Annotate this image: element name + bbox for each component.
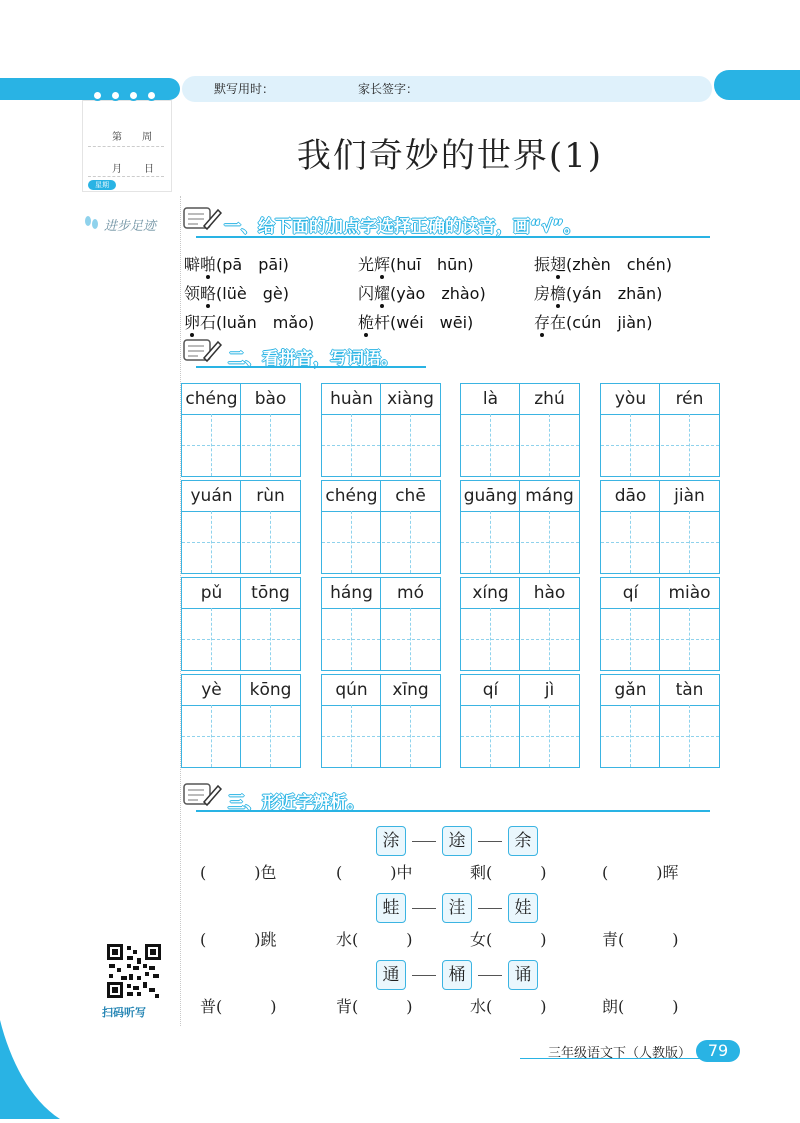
week-prefix: 第 bbox=[112, 132, 122, 143]
pinyin-row bbox=[461, 481, 579, 512]
fill-blank[interactable]: ( )色 bbox=[200, 863, 277, 882]
word-box[interactable] bbox=[600, 577, 720, 671]
grid-guide bbox=[270, 705, 271, 767]
word-box[interactable] bbox=[181, 674, 301, 768]
grid-divider bbox=[519, 481, 520, 573]
grid-divider bbox=[519, 675, 520, 767]
fill-blank[interactable]: 青( ) bbox=[602, 930, 679, 949]
pronunciation-item bbox=[358, 310, 473, 333]
grid-guide bbox=[182, 736, 300, 737]
grid-divider bbox=[659, 675, 660, 767]
pinyin-options[interactable]: (yán zhān) bbox=[566, 284, 663, 303]
pinyin-row bbox=[601, 481, 719, 512]
ring-icon bbox=[128, 90, 139, 101]
grid-guide bbox=[549, 414, 550, 476]
grid-divider bbox=[240, 384, 241, 476]
pinyin-text: xiàng bbox=[387, 389, 434, 409]
grid-divider bbox=[380, 578, 381, 670]
pinyin-text: tàn bbox=[675, 680, 704, 700]
grid-guide bbox=[322, 639, 440, 640]
section3-title: 三、形近字辨析。 bbox=[228, 793, 364, 813]
grid-guide bbox=[270, 511, 271, 573]
grid-guide bbox=[490, 705, 491, 767]
pinyin-options[interactable]: (pā pāi) bbox=[216, 255, 289, 274]
grid-guide bbox=[549, 608, 550, 670]
connector-dash bbox=[412, 908, 436, 909]
pinyin-text: mó bbox=[397, 583, 424, 603]
grid-guide bbox=[689, 608, 690, 670]
grid-guide bbox=[270, 414, 271, 476]
pinyin-text: pǔ bbox=[200, 583, 223, 603]
pronunciation-item bbox=[358, 252, 474, 275]
day-label: 日 bbox=[144, 164, 154, 175]
grid-guide bbox=[630, 705, 631, 767]
character-box: 娃 bbox=[508, 893, 538, 923]
grid-divider bbox=[240, 578, 241, 670]
pinyin-text: huàn bbox=[330, 389, 373, 409]
grid-guide bbox=[211, 511, 212, 573]
pinyin-text: miào bbox=[668, 583, 711, 603]
character-box: 涂 bbox=[376, 826, 406, 856]
pinyin-options[interactable]: (cún jiàn) bbox=[566, 313, 653, 332]
grid-guide bbox=[689, 414, 690, 476]
pinyin-text: qí bbox=[482, 680, 499, 700]
grid-guide bbox=[351, 608, 352, 670]
divider bbox=[88, 176, 164, 177]
grid-guide bbox=[322, 542, 440, 543]
dotted-char: 辉 bbox=[374, 255, 391, 274]
footprint-icon bbox=[84, 213, 100, 235]
month-label: 月 bbox=[112, 164, 122, 175]
connector-dash bbox=[412, 975, 436, 976]
pinyin-text: guāng bbox=[463, 486, 518, 506]
grid-guide bbox=[410, 608, 411, 670]
grid-divider bbox=[380, 481, 381, 573]
grid-guide bbox=[549, 511, 550, 573]
word-char: 杆 bbox=[374, 313, 391, 332]
pronunciation-item bbox=[358, 281, 486, 304]
pinyin-text: yòu bbox=[614, 389, 647, 409]
header-bar-right bbox=[714, 70, 800, 100]
pronunciation-item bbox=[184, 252, 289, 275]
grid-guide bbox=[410, 705, 411, 767]
pinyin-text: bào bbox=[254, 389, 287, 409]
character-box: 桶 bbox=[442, 960, 472, 990]
word-box[interactable] bbox=[181, 577, 301, 671]
grid-guide bbox=[322, 736, 440, 737]
character-group bbox=[376, 893, 538, 923]
pinyin-row bbox=[461, 675, 579, 706]
pencil-icon bbox=[182, 204, 222, 234]
dotted-char: 卵 bbox=[184, 313, 201, 332]
word-box[interactable] bbox=[600, 480, 720, 574]
word-char: 在 bbox=[550, 313, 567, 332]
pinyin-options[interactable]: (wéi wēi) bbox=[390, 313, 474, 332]
section1-title: 一、给下面的加点字选择正确的读音，画“√”。 bbox=[224, 217, 581, 237]
grid-guide bbox=[601, 542, 719, 543]
connector-dash bbox=[478, 975, 502, 976]
character-box: 通 bbox=[376, 960, 406, 990]
pinyin-row bbox=[182, 481, 300, 512]
pinyin-row bbox=[182, 384, 300, 415]
grid-guide bbox=[461, 639, 579, 640]
pinyin-text: chē bbox=[395, 486, 426, 506]
fill-blank[interactable]: ( )中 bbox=[336, 863, 413, 882]
divider bbox=[88, 146, 164, 147]
character-box: 诵 bbox=[508, 960, 538, 990]
grid-guide bbox=[630, 608, 631, 670]
pinyin-row bbox=[182, 675, 300, 706]
word-char: 光 bbox=[358, 255, 375, 274]
ring-icon bbox=[92, 90, 103, 101]
grid-guide bbox=[630, 511, 631, 573]
grid-guide bbox=[461, 736, 579, 737]
character-box: 途 bbox=[442, 826, 472, 856]
grid-divider bbox=[659, 481, 660, 573]
pinyin-text: chéng bbox=[185, 389, 238, 409]
pinyin-options[interactable]: (luǎn mǎo) bbox=[216, 313, 315, 332]
fill-blank[interactable]: 水( ) bbox=[336, 930, 413, 949]
grid-guide bbox=[601, 736, 719, 737]
grid-divider bbox=[380, 384, 381, 476]
grid-guide bbox=[461, 445, 579, 446]
grid-divider bbox=[240, 675, 241, 767]
pinyin-text: zhú bbox=[534, 389, 565, 409]
grid-guide bbox=[211, 414, 212, 476]
pinyin-text: rùn bbox=[256, 486, 285, 506]
grid-guide bbox=[351, 414, 352, 476]
pinyin-text: jiàn bbox=[674, 486, 705, 506]
pinyin-text: qún bbox=[335, 680, 368, 700]
pinyin-row bbox=[322, 384, 440, 415]
pencil-icon bbox=[182, 780, 222, 810]
word-box[interactable] bbox=[321, 383, 441, 477]
pinyin-text: kōng bbox=[249, 680, 292, 700]
grid-guide bbox=[490, 414, 491, 476]
dotted-char: 桅 bbox=[358, 313, 375, 332]
grid-divider bbox=[659, 578, 660, 670]
side-label: 进步足迹 bbox=[104, 219, 157, 234]
fill-blank[interactable]: 剩( ) bbox=[470, 863, 547, 882]
word-box[interactable] bbox=[181, 480, 301, 574]
fill-blank[interactable]: 水( ) bbox=[470, 997, 547, 1016]
grid-guide bbox=[182, 542, 300, 543]
pinyin-row bbox=[322, 675, 440, 706]
grid-guide bbox=[689, 511, 690, 573]
grid-guide bbox=[461, 542, 579, 543]
pinyin-text: yè bbox=[201, 680, 222, 700]
word-box[interactable] bbox=[460, 577, 580, 671]
word-box[interactable] bbox=[460, 383, 580, 477]
grid-divider bbox=[519, 384, 520, 476]
pinyin-row bbox=[322, 481, 440, 512]
connector-dash bbox=[478, 841, 502, 842]
grid-guide bbox=[601, 445, 719, 446]
word-box[interactable] bbox=[600, 674, 720, 768]
pinyin-text: dāo bbox=[614, 486, 647, 506]
page-number: 79 bbox=[696, 1040, 740, 1062]
pinyin-row bbox=[322, 578, 440, 609]
pinyin-text: xíng bbox=[472, 583, 509, 603]
pinyin-text: chéng bbox=[325, 486, 378, 506]
grid-guide bbox=[410, 511, 411, 573]
fill-blank[interactable]: 背( ) bbox=[336, 997, 413, 1016]
word-box[interactable] bbox=[460, 480, 580, 574]
word-char: 房 bbox=[534, 284, 551, 303]
fill-blank[interactable]: 朗( ) bbox=[602, 997, 679, 1016]
weekday-badge: 星期 bbox=[88, 180, 116, 190]
word-char: 领 bbox=[184, 284, 201, 303]
grid-guide bbox=[351, 705, 352, 767]
pronunciation-item bbox=[534, 252, 672, 275]
pronunciation-item bbox=[534, 310, 652, 333]
grid-guide bbox=[490, 608, 491, 670]
ring-icon bbox=[146, 90, 157, 101]
pinyin-row bbox=[461, 578, 579, 609]
pinyin-row bbox=[601, 578, 719, 609]
grid-guide bbox=[211, 705, 212, 767]
fill-blank[interactable]: 女( ) bbox=[470, 930, 547, 949]
pinyin-row bbox=[601, 675, 719, 706]
pinyin-options[interactable]: (zhèn chén) bbox=[566, 255, 672, 274]
pinyin-options[interactable]: (lüè gè) bbox=[216, 284, 289, 303]
pinyin-text: jì bbox=[544, 680, 555, 700]
grid-guide bbox=[689, 705, 690, 767]
pinyin-text: rén bbox=[675, 389, 704, 409]
grid-divider bbox=[240, 481, 241, 573]
qr-label: 扫码听写 bbox=[102, 1006, 146, 1019]
grid-guide bbox=[182, 639, 300, 640]
pinyin-text: háng bbox=[330, 583, 373, 603]
section2-underline bbox=[196, 366, 426, 368]
section2-title: 二、看拼音，写词语。 bbox=[228, 349, 398, 369]
pinyin-text: là bbox=[482, 389, 499, 409]
grid-guide bbox=[490, 511, 491, 573]
word-box[interactable] bbox=[181, 383, 301, 477]
pinyin-text: yuán bbox=[190, 486, 233, 506]
corner-decoration bbox=[0, 1020, 60, 1119]
grid-guide bbox=[601, 639, 719, 640]
word-box[interactable] bbox=[321, 480, 441, 574]
character-group bbox=[376, 826, 538, 856]
grid-guide bbox=[549, 705, 550, 767]
pronunciation-item bbox=[184, 310, 314, 333]
pinyin-text: gǎn bbox=[614, 680, 647, 700]
pinyin-text: tōng bbox=[251, 583, 290, 603]
pinyin-options[interactable]: (huī hūn) bbox=[390, 255, 474, 274]
grid-guide bbox=[211, 608, 212, 670]
word-char: 振 bbox=[534, 255, 551, 274]
grid-guide bbox=[410, 414, 411, 476]
qr-code[interactable] bbox=[107, 944, 161, 998]
pronunciation-item bbox=[534, 281, 662, 304]
word-box[interactable] bbox=[321, 577, 441, 671]
grid-guide bbox=[182, 445, 300, 446]
grid-guide bbox=[270, 608, 271, 670]
grid-divider bbox=[519, 578, 520, 670]
connector-dash bbox=[478, 908, 502, 909]
footer-book-title: 三年级语文下（人教版） bbox=[548, 1046, 692, 1061]
section3-underline bbox=[196, 810, 710, 812]
pinyin-text: xīng bbox=[392, 680, 429, 700]
word-char: 石 bbox=[200, 313, 217, 332]
pinyin-text: hào bbox=[533, 583, 566, 603]
pinyin-text: qí bbox=[622, 583, 639, 603]
character-box: 洼 bbox=[442, 893, 472, 923]
dotted-char: 耀 bbox=[374, 284, 391, 303]
sign-label: 家长签字： bbox=[358, 82, 419, 96]
dotted-char: 存 bbox=[534, 313, 551, 332]
pencil-icon bbox=[182, 336, 222, 366]
pinyin-options[interactable]: (yào zhào) bbox=[390, 284, 486, 303]
word-box[interactable] bbox=[600, 383, 720, 477]
week-suffix: 周 bbox=[142, 132, 152, 143]
pronunciation-item bbox=[184, 281, 289, 304]
fill-blank[interactable]: 普( ) bbox=[200, 997, 277, 1016]
character-box: 余 bbox=[508, 826, 538, 856]
word-char: 噼 bbox=[184, 255, 201, 274]
fill-blank[interactable]: ( )跳 bbox=[200, 930, 277, 949]
dotted-char: 檐 bbox=[550, 284, 567, 303]
time-label: 默写用时： bbox=[214, 82, 275, 96]
pinyin-row bbox=[182, 578, 300, 609]
connector-dash bbox=[412, 841, 436, 842]
character-group bbox=[376, 960, 538, 990]
dotted-char: 翅 bbox=[550, 255, 567, 274]
pinyin-row bbox=[461, 384, 579, 415]
character-box: 蛙 bbox=[376, 893, 406, 923]
section1-underline bbox=[196, 236, 710, 238]
word-box[interactable] bbox=[321, 674, 441, 768]
dotted-char: 略 bbox=[200, 284, 217, 303]
pinyin-row bbox=[601, 384, 719, 415]
pinyin-text: máng bbox=[525, 486, 574, 506]
grid-guide bbox=[351, 511, 352, 573]
grid-divider bbox=[380, 675, 381, 767]
page-title: 我们奇妙的世界(1) bbox=[296, 136, 604, 176]
fill-blank[interactable]: ( )晖 bbox=[602, 863, 679, 882]
word-char: 闪 bbox=[358, 284, 375, 303]
grid-divider bbox=[659, 384, 660, 476]
ring-icon bbox=[110, 90, 121, 101]
grid-guide bbox=[322, 445, 440, 446]
word-box[interactable] bbox=[460, 674, 580, 768]
grid-guide bbox=[630, 414, 631, 476]
dotted-char: 啪 bbox=[200, 255, 217, 274]
